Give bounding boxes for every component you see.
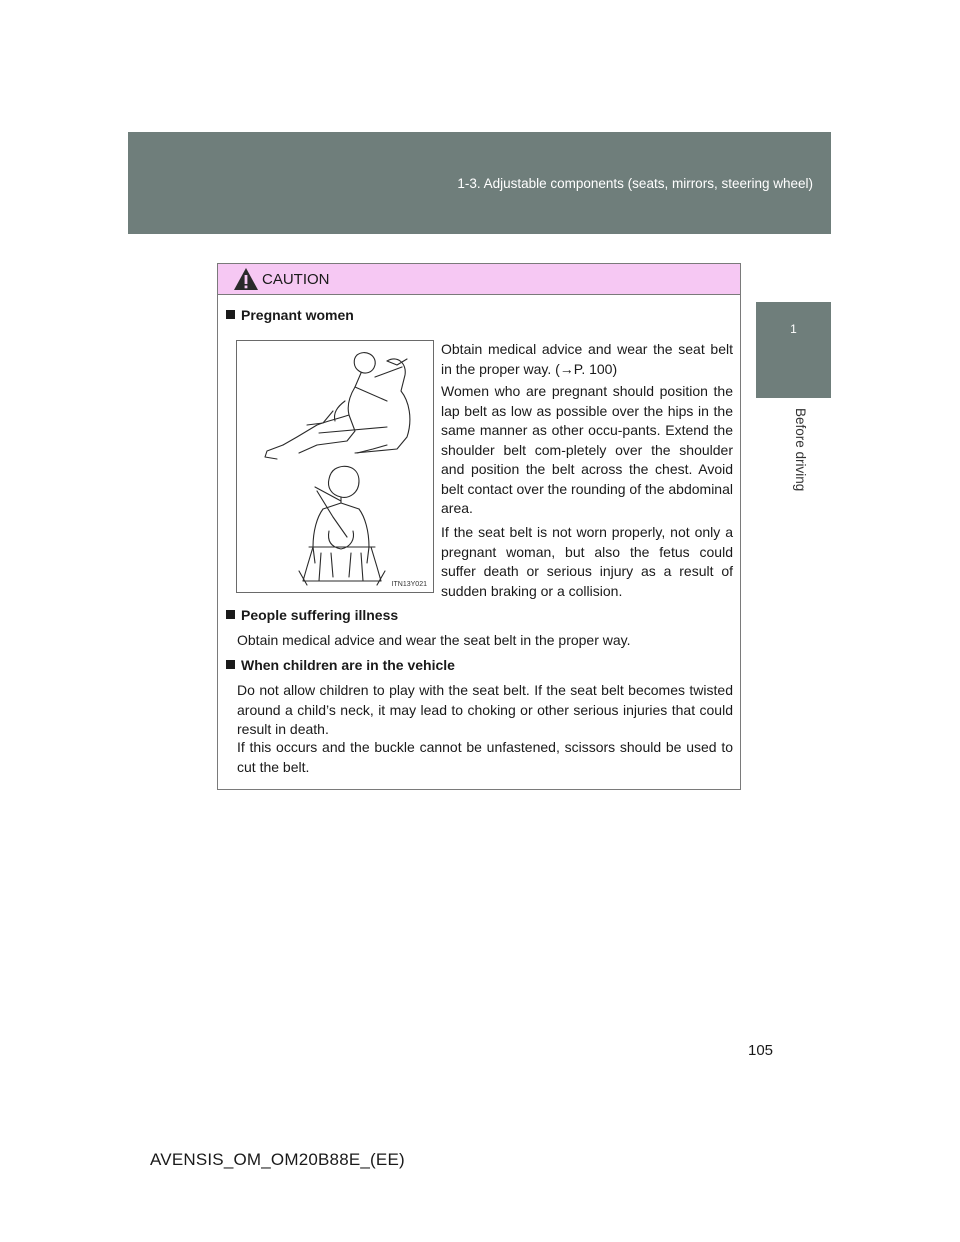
illustration-code: ITN13Y021 — [391, 581, 427, 588]
pregnant-woman-illustration-icon — [237, 341, 433, 592]
chapter-tab — [756, 302, 831, 398]
section-heading-pregnant-women: Pregnant women — [226, 307, 354, 323]
bullet-square-icon — [226, 310, 235, 319]
pregnant-para-2: Women who are pregnant should position the lap belt as low as possible over the hips in the same manner as other occu-pants. Extend the shoulder belt com-pletely over the shoulder and position the belt across the chest. Avoid belt contact over the rounding of the abdominal area. — [441, 383, 733, 516]
page-number: 105 — [748, 1042, 774, 1059]
illness-para-1: Obtain medical advice and wear the seat belt in the proper way. — [237, 632, 631, 648]
pregnant-para-3: If the seat belt is not worn properly, not only a pregnant woman, but also the fetus could suffer death or serious injury as a result of sudden braking or a collision. — [441, 524, 733, 599]
chapter-label: Before driving — [793, 408, 808, 492]
illustration-pregnant-woman-seatbelt — [236, 340, 434, 593]
caution-title: CAUTION — [262, 271, 330, 288]
section-heading-illness: People suffering illness — [226, 607, 398, 623]
document-code: AVENSIS_OM_OM20B88E_(EE) — [150, 1150, 405, 1169]
caution-box — [217, 263, 741, 790]
children-para-1: Do not allow children to play with the seat belt. If the seat belt becomes twisted around a child’s neck, it may lead to choking or other serious injuries that could result in death. — [237, 682, 733, 737]
chapter-title: 1-3. Adjustable components (seats, mirrors, steering wheel) — [457, 176, 813, 191]
bullet-square-icon — [226, 660, 235, 669]
warning-triangle-icon — [233, 267, 259, 291]
caution-header — [218, 264, 740, 295]
chapter-number: 1 — [790, 322, 797, 336]
children-para-2: If this occurs and the buckle cannot be unfastened, scissors should be used to cut the belt. — [237, 739, 733, 775]
section-heading-children: When children are in the vehicle — [226, 657, 455, 673]
pregnant-para-1: Obtain medical advice and wear the seat belt in the proper way. (→P. 100) — [441, 341, 733, 377]
chapter-header — [128, 132, 831, 234]
bullet-square-icon — [226, 610, 235, 619]
